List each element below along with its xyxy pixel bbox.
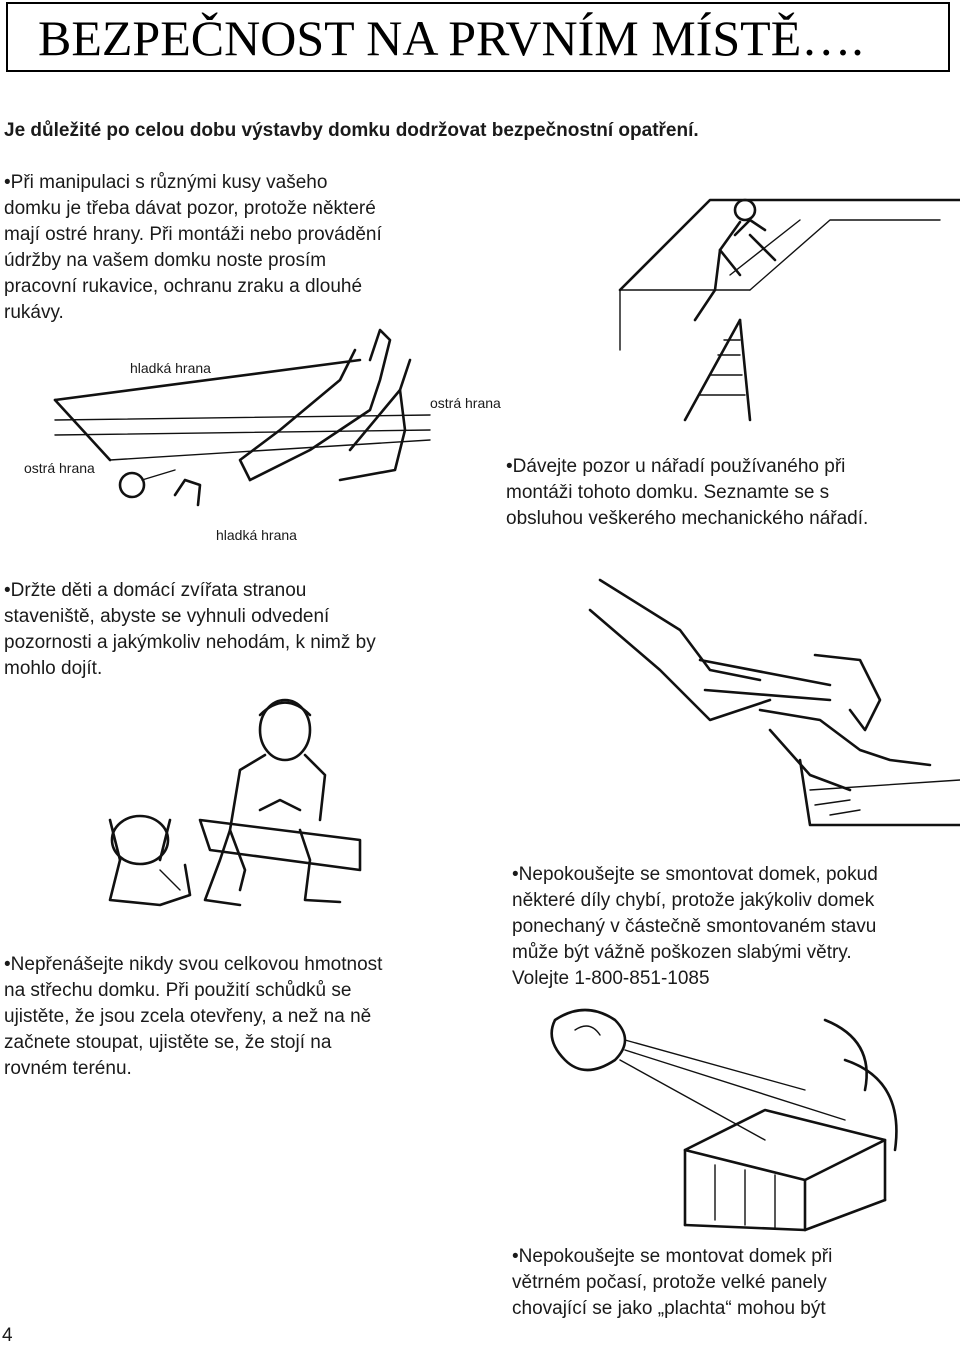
bullet: •	[512, 864, 519, 885]
bullet: •	[506, 456, 513, 477]
wind-line-1: •Nepokoušejte se montovat domek při	[512, 1246, 833, 1267]
page-number: 4	[2, 1325, 13, 1346]
gloves-paragraph	[4, 170, 382, 326]
wind-house-illustration	[545, 1000, 945, 1240]
missing-parts-paragraph	[512, 862, 878, 992]
ladder-roof-illustration	[600, 180, 960, 430]
label-smooth-edge-bottom: hladká hrana	[216, 527, 297, 543]
tools-paragraph	[506, 454, 868, 532]
roof-line-1: •Nepřenášejte nikdy svou celkovou hmotnost	[4, 954, 383, 975]
tools-line-3: obsluhou veškerého mechanického nářadí.	[506, 508, 869, 529]
wind-paragraph	[512, 1244, 832, 1322]
gloves-line-6: rukávy.	[4, 302, 64, 323]
gloves-panel-illustration	[50, 320, 470, 520]
bullet: •	[4, 172, 11, 193]
label-smooth-edge-top: hladká hrana	[130, 360, 211, 376]
gloves-line-1: •Při manipulaci s různými kusy vašeho	[4, 172, 328, 193]
roof-line-3: ujistěte, že jsou zcela otevřeny, a než na ně	[4, 1006, 372, 1027]
wind-line-3: chovající se jako „plachta“ mohou být	[512, 1298, 826, 1319]
label-sharp-edge-left: ostrá hrana	[24, 460, 95, 476]
label-sharp-edge-right: ostrá hrana	[430, 395, 501, 411]
tools-line-1: •Dávejte pozor u nářadí používaného při	[506, 456, 846, 477]
missing-parts-line-1: •Nepokoušejte se smontovat domek, pokud	[512, 864, 878, 885]
missing-parts-line-4: může být vážně poškozen slabými větry.	[512, 942, 852, 963]
roof-line-4: začnete stoupat, ujistěte se, že stojí na	[4, 1032, 332, 1053]
children-line-1: •Držte děti a domácí zvířata stranou	[4, 580, 307, 601]
missing-parts-line-2: některé díly chybí, protože jakýkoliv domek	[512, 890, 875, 911]
children-line-4: mohlo dojít.	[4, 658, 103, 679]
missing-parts-line-3: ponechaný v částečně smontovaném stavu	[512, 916, 877, 937]
wind-line-2: větrném počasí, protože velké panely	[512, 1272, 827, 1293]
intro-text: Je důležité po celou dobu výstavby domku dodržovat bezpečnostní opatření.	[4, 120, 699, 141]
hammer-illustration	[560, 560, 960, 830]
bullet: •	[4, 580, 11, 601]
roof-paragraph	[4, 952, 382, 1082]
children-line-2: staveniště, abyste se vyhnuli odvedení	[4, 606, 330, 627]
gloves-line-3: mají ostré hrany. Při montáži nebo provádění	[4, 224, 382, 245]
bullet: •	[4, 954, 11, 975]
page-title: BEZPEČNOST NA PRVNÍM MÍSTĚ….	[38, 10, 864, 66]
missing-parts-line-5: Volejte 1-800-851-1085	[512, 968, 710, 989]
gloves-line-4: údržby na vašem domku noste prosím	[4, 250, 327, 271]
roof-line-2: na střechu domku. Při použití schůdků se	[4, 980, 352, 1001]
title-frame	[6, 2, 950, 72]
bullet: •	[512, 1246, 519, 1267]
gloves-line-2: domku je třeba dávat pozor, protože některé	[4, 198, 376, 219]
gloves-line-5: pracovní rukavice, ochranu zraku a dlouhé	[4, 276, 363, 297]
children-line-3: pozornosti a jakýmkoliv nehodám, k nimž by	[4, 632, 376, 653]
roof-line-5: rovném terénu.	[4, 1058, 132, 1079]
boy-dog-illustration	[100, 690, 400, 920]
tools-line-2: montáži tohoto domku. Seznamte se s	[506, 482, 830, 503]
children-paragraph	[4, 578, 376, 682]
